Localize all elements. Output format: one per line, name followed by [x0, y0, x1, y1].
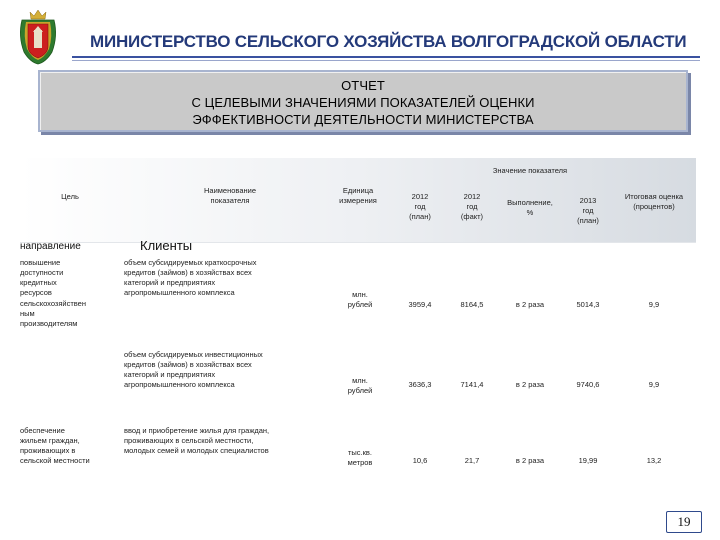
goal-1: [20, 258, 120, 329]
report-title-line-1: ОТЧЕТ: [341, 78, 385, 93]
title-divider: [72, 56, 700, 58]
header-plan-2012-line-3: (план): [409, 212, 431, 222]
row-3-plan-2012: 10,6: [412, 456, 428, 465]
header-plan-2013-line-2: год: [582, 206, 594, 216]
report-title-line-2: С ЦЕЛЕВЫМИ ЗНАЧЕНИЯМИ ПОКАЗАТЕЛЕЙ ОЦЕНКИ: [191, 95, 535, 110]
indicators-table: [20, 158, 696, 498]
goal-1-line-7: производителям: [20, 318, 78, 328]
row-2-execution: в 2 раза: [515, 380, 545, 389]
row-2-total: 9,9: [648, 380, 660, 389]
goal-1-line-2: доступности: [20, 268, 64, 278]
row-2-plan-2012: 3636,3: [408, 380, 432, 389]
row-2-indicator-line-1: объем субсидируемых инвестиционных: [124, 350, 263, 359]
goal-1-line-5: сельскохозяйствен: [20, 298, 86, 308]
header-fact-2012-line-3: (факт): [460, 212, 484, 222]
goal-2-line-1: обеспечение: [20, 426, 65, 435]
header-plan-2012: [392, 192, 448, 222]
goal-2-line-2: жильем граждан,: [20, 436, 80, 446]
row-3-indicator-line-3: молодых семей и молодых специалистов: [124, 446, 269, 456]
row-1-total: 9,9: [648, 300, 660, 309]
row-3-fact-2012: 21,7: [464, 456, 480, 465]
header-unit-line-1: Единица: [342, 186, 374, 195]
row-1-indicator: [124, 258, 318, 299]
row-1-indicator-line-3: категорий и предприятиях: [124, 278, 216, 288]
row-3-indicator-line-2: проживающих в сельской местности,: [124, 436, 254, 446]
row-1-plan-2012: 3959,4: [408, 300, 432, 309]
direction-label: направление: [20, 241, 81, 252]
row-2-unit: [332, 376, 388, 396]
header-execution-line-2: %: [526, 208, 534, 218]
header-plan-2013: [560, 196, 616, 226]
goal-2-line-3: проживающих в: [20, 446, 76, 456]
report-title-line-3: ЭФФЕКТИВНОСТИ ДЕЯТЕЛЬНОСТИ МИНИСТЕРСТВА: [192, 112, 534, 127]
header-plan-2012-line-2: год: [414, 202, 426, 212]
goal-2-line-4: сельской местности: [20, 456, 90, 466]
ministry-title: МИНИСТЕРСТВО СЕЛЬСКОГО ХОЗЯЙСТВА ВОЛГОГРАДСКОЙ ОБЛАСТИ: [90, 32, 687, 51]
goal-1-line-3: кредитных: [20, 278, 57, 288]
row-3-execution: в 2 раза: [515, 456, 545, 465]
row-1-indicator-line-2: кредитов (займов) в хозяйствах всех: [124, 268, 252, 278]
coat-of-arms-emblem: [14, 6, 62, 68]
row-2-unit-line-1: млн.: [352, 376, 368, 385]
row-1-indicator-line-1: объем субсидируемых краткосрочных: [124, 258, 257, 267]
row-2-fact-2012: 7141,4: [460, 380, 484, 389]
header-execution: [498, 198, 562, 218]
header-fact-2012: [444, 192, 500, 222]
header-unit-line-2: измерения: [339, 196, 377, 206]
row-3-unit-line-2: метров: [347, 458, 373, 468]
header-execution-line-1: Выполнение,: [507, 198, 553, 207]
header-fact-2012-line-1: 2012: [463, 192, 481, 201]
header-total-score-line-2: (процентов): [633, 202, 675, 212]
header-total-score-line-1: Итоговая оценка: [624, 192, 684, 201]
row-2-indicator-line-4: агропромышленного комплекса: [124, 380, 235, 390]
header-plan-2013-line-3: (план): [577, 216, 599, 226]
row-3-unit: [332, 448, 388, 468]
row-2-plan-2013: 9740,6: [576, 380, 600, 389]
goal-2: [20, 426, 120, 467]
row-2-unit-line-2: рублей: [347, 386, 373, 396]
row-1-unit-line-1: млн.: [352, 290, 368, 299]
goal-1-line-1: повышение: [20, 258, 61, 267]
row-2-indicator-line-2: кредитов (займов) в хозяйствах всех: [124, 360, 252, 370]
table-header-rule: [20, 242, 696, 243]
direction-value: Клиенты: [140, 238, 193, 253]
row-1-plan-2013: 5014,3: [576, 300, 600, 309]
row-3-indicator: [124, 426, 318, 456]
goal-1-line-6: ным: [20, 308, 35, 318]
row-2-indicator: [124, 350, 318, 391]
header-indicator-line-2: показателя: [210, 196, 250, 206]
row-3-plan-2013: 19,99: [578, 456, 598, 465]
row-3-total: 13,2: [646, 456, 662, 465]
row-1-unit: [332, 290, 388, 310]
row-1-fact-2012: 8164,5: [460, 300, 484, 309]
header-indicator: [160, 186, 300, 206]
row-1-unit-line-2: рублей: [347, 300, 373, 310]
row-2-indicator-line-3: категорий и предприятиях: [124, 370, 216, 380]
row-3-unit-line-1: тыс.кв.: [347, 448, 372, 457]
header-total-score: [616, 192, 692, 212]
header-plan-2012-line-1: 2012: [411, 192, 429, 201]
header-value-group: Значение показателя: [492, 166, 568, 175]
row-3-indicator-line-1: ввод и приобретение жилья для граждан,: [124, 426, 270, 435]
row-1-execution: в 2 раза: [515, 300, 545, 309]
row-1-indicator-line-4: агропромышленного комплекса: [124, 288, 235, 298]
header-plan-2013-line-1: 2013: [579, 196, 597, 205]
header-unit: [326, 186, 390, 206]
title-divider-thin: [72, 60, 700, 61]
page-number: 19: [666, 511, 702, 533]
header-fact-2012-line-2: год: [466, 202, 478, 212]
header-goal: Цель: [61, 192, 79, 201]
report-title-box: [38, 70, 688, 132]
header-indicator-line-1: Наименование: [204, 186, 256, 195]
goal-1-line-4: ресурсов: [20, 288, 52, 298]
